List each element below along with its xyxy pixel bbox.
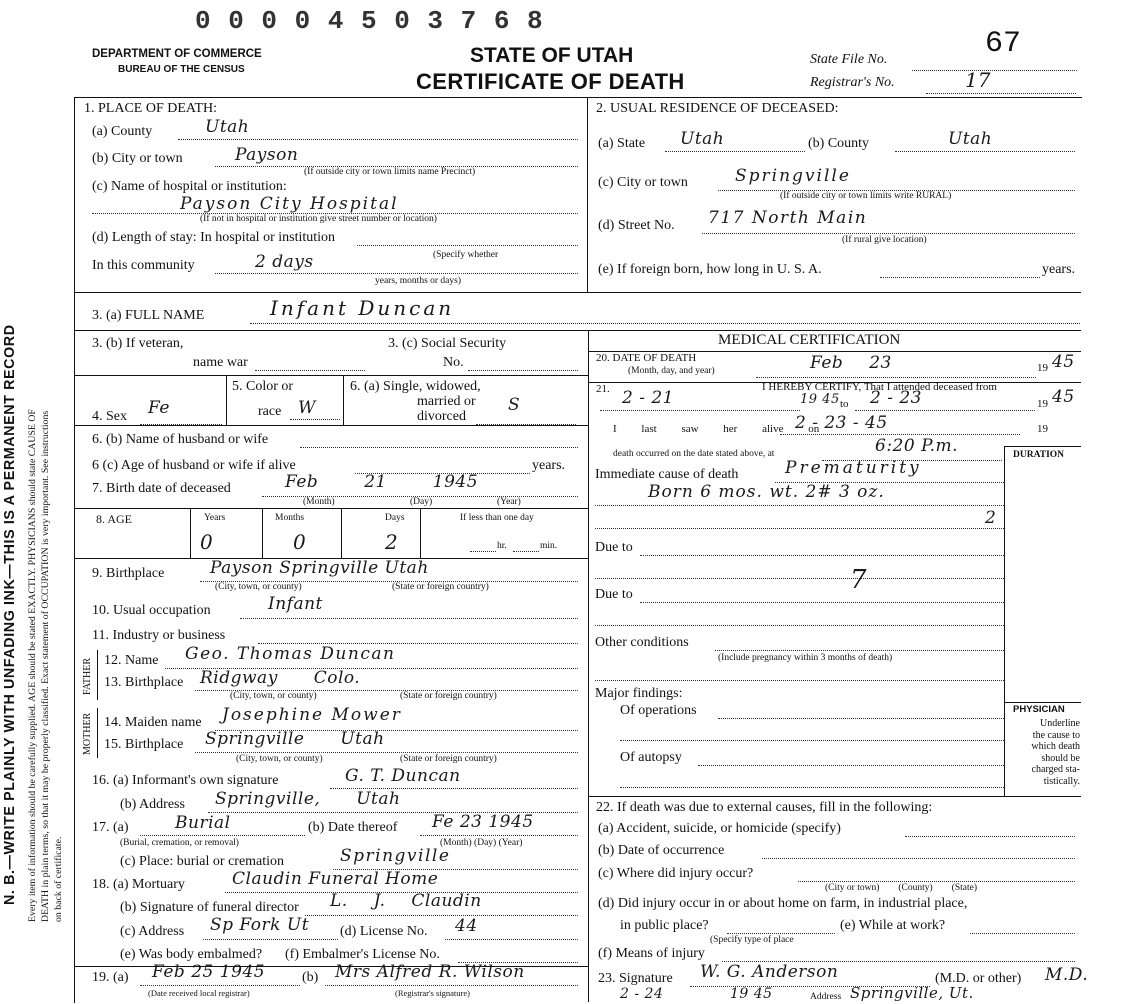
- bureau: BUREAU OF THE CENSUS: [118, 64, 245, 75]
- state-file-value: 67: [985, 27, 1022, 61]
- res-city-value: Springville: [735, 166, 851, 186]
- certificate-title: CERTIFICATE OF DEATH: [416, 69, 685, 94]
- received-value: Feb 25 1945: [152, 962, 266, 982]
- res-county-value: Utah: [948, 129, 993, 149]
- mother-name-label: 14. Maiden name: [104, 715, 202, 730]
- married-label: married or: [417, 394, 476, 409]
- father-name-value: Geo. Thomas Duncan: [185, 644, 396, 664]
- race-value: W: [298, 398, 316, 418]
- county-label: (a) County: [92, 124, 153, 139]
- birth-day: (Day): [410, 497, 433, 507]
- place-of-death-heading: 1. PLACE OF DEATH:: [84, 101, 218, 116]
- single-label: 6. (a) Single, widowed,: [350, 379, 481, 394]
- death-year-value: 45: [1052, 352, 1075, 372]
- sig-address-value: Springville, Ut.: [850, 984, 974, 1002]
- department: DEPARTMENT OF COMMERCE: [92, 48, 262, 60]
- state-title: STATE OF UTAH: [470, 44, 634, 67]
- birth-year: (Year): [497, 497, 521, 507]
- immediate-value: Prematurity: [785, 458, 922, 478]
- attended-to-year-value: 45: [1052, 387, 1075, 407]
- sig-address-label: Address: [810, 992, 842, 1002]
- to-label: to: [840, 398, 849, 410]
- sig-date-value: 2 - 24: [620, 986, 664, 1002]
- side-note: [0, 0, 70, 1004]
- public-note: (Specify type of place: [710, 935, 794, 945]
- city-label: (b) City or town: [92, 151, 183, 166]
- race-label: race: [258, 404, 282, 419]
- attended-from-year: 19 45: [800, 392, 840, 407]
- mother-birth-note2: (State or foreign country): [400, 754, 497, 764]
- age-years-label: Years: [204, 513, 226, 523]
- residence-heading: 2. USUAL RESIDENCE OF DECEASED:: [596, 101, 839, 116]
- res-years-label: years.: [1042, 262, 1076, 277]
- inf-address-label: (b) Address: [120, 797, 185, 812]
- attended-to-value: 2 - 23: [870, 388, 922, 408]
- hospital-label: (c) Name of hospital or institution:: [92, 179, 287, 194]
- due1-value: 7: [850, 565, 867, 595]
- informant-value: G. T. Duncan: [345, 766, 461, 786]
- received-label: 19. (a): [92, 970, 129, 985]
- last-saw-year: 19: [1037, 423, 1048, 435]
- immediate-label: Immediate cause of death: [595, 467, 739, 482]
- public-label: in public place?: [620, 918, 709, 933]
- side-note-line3: DEATH in plain terms, so that it may be properly classified. Exact statement of OCCUPATION is very important. See instructions: [40, 410, 51, 922]
- accident-label: (a) Accident, suicide, or homicide (specify): [598, 821, 841, 836]
- community-label: In this community: [92, 258, 195, 273]
- registrar-sig-note: (Registrar's signature): [395, 988, 470, 998]
- birth-month: (Month): [303, 497, 335, 507]
- director-label: (b) Signature of funeral director: [120, 900, 299, 915]
- mother-birth-label: 15. Birthplace: [104, 737, 184, 752]
- fullname-label: 3. (a) FULL NAME: [92, 308, 205, 323]
- mortuary-value: Claudin Funeral Home: [232, 869, 439, 889]
- fullname-value: Infant Duncan: [270, 296, 455, 320]
- where-note: (City or town) (County) (State): [825, 883, 977, 893]
- burial-date-note: (Month) (Day) (Year): [440, 838, 523, 848]
- death-year-prefix: 19: [1037, 362, 1048, 374]
- industry-label: 11. Industry or business: [92, 628, 226, 643]
- serial-number: 0 0 0 0 4 5 0 3 7 6 8: [195, 6, 544, 36]
- received-note: (Date received local registrar): [148, 988, 250, 998]
- license-value: 44: [455, 916, 478, 936]
- operations-label: Of operations: [620, 703, 697, 718]
- side-note-line4: on back of certificate.: [53, 836, 64, 922]
- address2-label: (c) Address: [120, 924, 185, 939]
- ssn-no-label: No.: [443, 355, 464, 370]
- md-label: (M.D. or other): [935, 971, 1022, 986]
- where-label: (c) Where did injury occur?: [598, 866, 754, 881]
- age-days-value: 2: [385, 530, 398, 554]
- divorced-label: divorced: [417, 409, 466, 424]
- signature-value: W. G. Anderson: [700, 962, 839, 982]
- work-label: (e) While at work?: [840, 918, 946, 933]
- major-label: Major findings:: [595, 686, 683, 701]
- death-occurred-label: death occurred on the date stated above, at: [613, 449, 775, 459]
- age-husband-label: 6 (c) Age of husband or wife if alive: [92, 458, 296, 473]
- age-label: 8. AGE: [96, 512, 132, 526]
- md-value: M.D.: [1045, 965, 1089, 985]
- last-saw-label: I last saw her alive on: [613, 423, 820, 435]
- occupation-value: Infant: [268, 594, 323, 614]
- mortuary-label: 18. (a) Mortuary: [92, 877, 185, 892]
- external-label: 22. If death was due to external causes, fill in the following:: [596, 800, 933, 815]
- burial-place-label: (c) Place: burial or cremation: [120, 854, 285, 869]
- hospital-note: (If not in hospital or institution give street number or location): [200, 214, 437, 224]
- city-value: Payson: [235, 145, 299, 165]
- stay-label: (d) Length of stay: In hospital or institution: [92, 230, 336, 245]
- res-state-value: Utah: [680, 129, 725, 149]
- res-state-label: (a) State: [598, 136, 646, 151]
- side-note-line1: N. B.—WRITE PLAINLY WITH UNFADING INK—THIS IS A PERMANENT RECORD: [2, 324, 18, 905]
- registrar-sig-label: (b): [302, 970, 319, 985]
- physician-note-line: should be: [1041, 752, 1080, 764]
- duration-label: DURATION: [1013, 450, 1065, 460]
- father-birth-label: 13. Birthplace: [104, 675, 184, 690]
- address2-value: Sp Fork Ut: [210, 915, 310, 935]
- certify-num: 21.: [596, 383, 610, 395]
- age-months-label: Months: [275, 513, 305, 523]
- hospital-value: Payson City Hospital: [180, 194, 399, 214]
- attended-from-value: 2 - 21: [622, 388, 674, 408]
- medical-heading: MEDICAL CERTIFICATION: [718, 332, 901, 348]
- last-saw-value: 2 - 23 - 45: [795, 413, 888, 433]
- birthplace-note2: (State or foreign country): [392, 582, 489, 592]
- father-birth-note2: (State or foreign country): [400, 691, 497, 701]
- embalmer-label: (f) Embalmer's License No.: [285, 947, 440, 962]
- age-months-value: 0: [293, 530, 306, 554]
- res-street-label: (d) Street No.: [598, 218, 675, 233]
- res-city-note: (If outside city or town limits write RURAL): [780, 191, 952, 201]
- physician-note: [1010, 718, 1080, 787]
- mother-birth-value: Springville Utah: [205, 729, 385, 749]
- registrar-no-label: Registrar's No.: [810, 75, 895, 90]
- marital-value: S: [508, 395, 521, 415]
- physician-note-line: tistically.: [1043, 775, 1080, 787]
- res-street-value: 717 North Main: [708, 208, 868, 228]
- birthdate-label: 7. Birth date of deceased: [92, 481, 231, 496]
- occurrence-label: (b) Date of occurrence: [598, 843, 725, 858]
- embalmed-label: (e) Was body embalmed?: [120, 947, 263, 962]
- autopsy-label: Of autopsy: [620, 750, 682, 765]
- veteran-label: 3. (b) If veteran,: [92, 336, 184, 351]
- city-note: (If outside city or town limits name Precinct): [304, 167, 476, 177]
- informant-label: 16. (a) Informant's own signature: [92, 773, 279, 788]
- specify-note: (Specify whether: [433, 250, 499, 260]
- birthdate-value: Feb 21 1945: [285, 472, 479, 492]
- father-birth-note1: (City, town, or county): [230, 691, 317, 701]
- other-note: (Include pregnancy within 3 months of death): [718, 653, 893, 663]
- age-min-label: min.: [540, 541, 558, 551]
- res-street-note: (If rural give location): [842, 235, 927, 245]
- mother-side-label: MOTHER: [82, 712, 93, 755]
- registrar-sig-value: Mrs Alfred R. Wilson: [335, 962, 525, 982]
- physician-note-line: which death: [1031, 741, 1080, 752]
- attended-to-year-prefix: 19: [1037, 398, 1048, 410]
- occupation-label: 10. Usual occupation: [92, 603, 211, 618]
- sex-label: 4. Sex: [92, 409, 127, 424]
- birthplace-note1: (City, town, or county): [215, 582, 302, 592]
- physician-note-line: the cause to: [1032, 729, 1080, 741]
- inf-address-value: Springville, Utah: [215, 789, 401, 809]
- ssn-label: 3. (c) Social Security: [388, 336, 507, 351]
- other-label: Other conditions: [595, 635, 689, 650]
- death-time-value: 6:20 P.m.: [875, 436, 959, 456]
- res-county-label: (b) County: [808, 136, 870, 151]
- sex-value: Fe: [148, 398, 170, 418]
- physician-note-line: Underline: [1040, 718, 1080, 729]
- death-date-label: 20. DATE OF DEATH: [596, 352, 697, 364]
- birthplace-value: Payson Springville Utah: [210, 558, 429, 578]
- director-value: L. J. Claudin: [330, 891, 482, 911]
- ymd-note: years, months or days): [375, 276, 462, 286]
- death-date-note: (Month, day, and year): [628, 366, 715, 376]
- father-birth-value: Ridgway Colo.: [200, 668, 361, 688]
- husband-label: 6. (b) Name of husband or wife: [92, 432, 269, 447]
- burial-date-value: Fe 23 1945: [432, 812, 534, 832]
- burial-label: 17. (a): [92, 820, 129, 835]
- age-less-label: If less than one day: [460, 513, 534, 523]
- due1-label: Due to: [595, 540, 633, 555]
- name-war-label: name war: [193, 355, 248, 370]
- side-note-line2: Every item of information should be carefully supplied. AGE should be stated EXACTLY. PHYSICIANS should state CAUSE OF: [27, 409, 38, 922]
- burial-place-value: Springville: [340, 846, 451, 866]
- immediate-value2: Born 6 mos. wt. 2# 3 oz.: [648, 482, 885, 502]
- res-foreign-label: (e) If foreign born, how long in U. S. A.: [598, 262, 822, 277]
- res-city-label: (c) City or town: [598, 175, 688, 190]
- physician-note-line: charged sta-: [1031, 764, 1080, 775]
- due2-label: Due to: [595, 587, 633, 602]
- burial-date-label: (b) Date thereof: [308, 820, 398, 835]
- age-days-label: Days: [385, 513, 405, 523]
- means-label: (f) Means of injury: [598, 946, 705, 961]
- farm-label: (d) Did injury occur in or about home on farm, in industrial place,: [598, 896, 968, 911]
- death-date-value: Feb 23: [810, 353, 892, 373]
- burial-note: (Burial, cremation, or removal): [120, 838, 239, 848]
- signature-label: 23. Signature: [598, 971, 673, 986]
- sig-year-value: 19 45: [730, 986, 773, 1002]
- burial-value: Burial: [175, 813, 231, 833]
- father-side-label: FATHER: [82, 657, 93, 695]
- certify-text: I HEREBY CERTIFY, That I attended deceased from: [762, 381, 997, 393]
- mother-name-value: Josephine Mower: [222, 705, 402, 725]
- immediate-duration: 2: [985, 508, 997, 528]
- mother-birth-note1: (City, town, or county): [236, 754, 323, 764]
- age-husband-years: years.: [532, 458, 566, 473]
- state-file-label: State File No.: [810, 52, 888, 67]
- license-label: (d) License No.: [340, 924, 428, 939]
- community-value: 2 days: [255, 252, 314, 272]
- county-value: Utah: [205, 117, 250, 137]
- birthplace-label: 9. Birthplace: [92, 566, 165, 581]
- father-name-label: 12. Name: [104, 653, 159, 668]
- age-hr-label: hr.: [497, 541, 507, 551]
- physician-heading: PHYSICIAN: [1013, 704, 1065, 715]
- registrar-no-value: 17: [965, 68, 991, 92]
- age-years-value: 0: [200, 530, 213, 554]
- color-label: 5. Color or: [232, 379, 294, 394]
